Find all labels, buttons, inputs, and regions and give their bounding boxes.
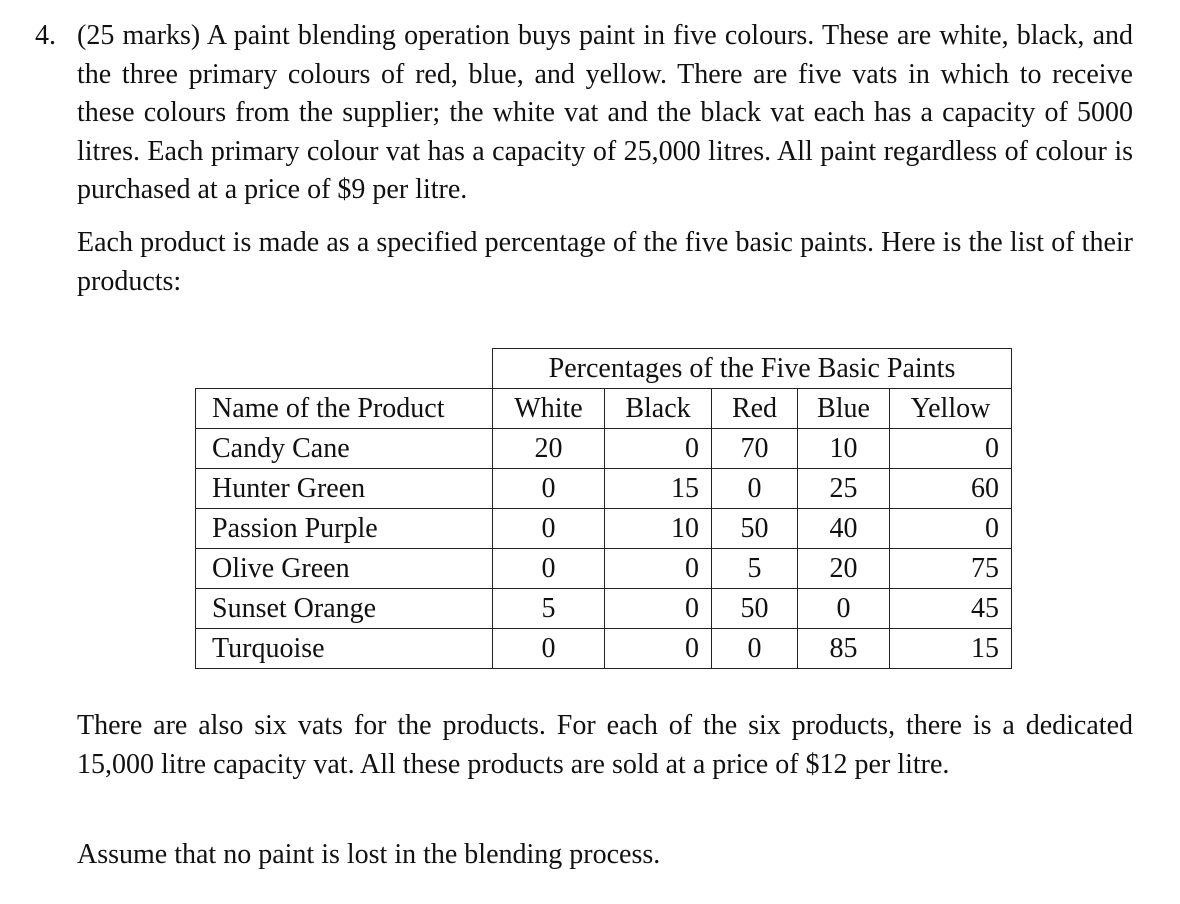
black-percent: 10 xyxy=(605,509,712,549)
blue-percent: 20 xyxy=(798,549,890,589)
table-group-header-row xyxy=(196,349,1012,389)
table-row xyxy=(196,509,1012,549)
red-percent: 5 xyxy=(712,549,798,589)
product-intro: Each product is made as a specified percentage of the five basic paints. Here is the list of their products: xyxy=(77,227,1133,297)
red-percent: 50 xyxy=(712,589,798,629)
red-percent: 50 xyxy=(712,509,798,549)
white-percent: 20 xyxy=(493,429,605,469)
column-header-name: Name of the Product xyxy=(196,389,493,429)
yellow-percent: 15 xyxy=(890,629,1012,669)
table-row xyxy=(196,629,1012,669)
blue-percent: 85 xyxy=(798,629,890,669)
white-percent: 0 xyxy=(493,469,605,509)
black-percent: 0 xyxy=(605,429,712,469)
yellow-percent: 0 xyxy=(890,429,1012,469)
table-row xyxy=(196,469,1012,509)
blue-percent: 0 xyxy=(798,589,890,629)
problem-number: 4. xyxy=(35,20,56,51)
yellow-percent: 0 xyxy=(890,509,1012,549)
column-header-yellow: Yellow xyxy=(890,389,1012,429)
product-name: Sunset Orange xyxy=(196,589,493,629)
yellow-percent: 45 xyxy=(890,589,1012,629)
column-header-black: Black xyxy=(605,389,712,429)
black-percent: 0 xyxy=(605,549,712,589)
table-column-header-row xyxy=(196,389,1012,429)
table-row xyxy=(196,429,1012,469)
red-percent: 0 xyxy=(712,629,798,669)
blue-percent: 40 xyxy=(798,509,890,549)
white-percent: 0 xyxy=(493,629,605,669)
product-name: Turquoise xyxy=(196,629,493,669)
product-name: Hunter Green xyxy=(196,469,493,509)
product-name: Passion Purple xyxy=(196,509,493,549)
assumption-text: Assume that no paint is lost in the blending process. xyxy=(77,839,661,870)
group-header: Percentages of the Five Basic Paints xyxy=(493,349,1012,389)
white-percent: 0 xyxy=(493,549,605,589)
product-table xyxy=(195,348,1012,669)
column-header-blue: Blue xyxy=(798,389,890,429)
white-percent: 0 xyxy=(493,509,605,549)
table-row xyxy=(196,549,1012,589)
column-header-white: White xyxy=(493,389,605,429)
problem-intro: (25 marks) A paint blending operation buys paint in five colours. These are white, black, and the three primary colours of red, blue, and yellow. There are five vats in which to receive these colours from the supplier; the white vat and the black vat each has a capacity of 5000 litres. Each primary colour vat has a capacity of 25,000 litres. All paint regardless of colour is purchased at a price of $9 per litre. xyxy=(77,20,1133,205)
yellow-percent: 60 xyxy=(890,469,1012,509)
table-row xyxy=(196,589,1012,629)
red-percent: 0 xyxy=(712,469,798,509)
product-vats-text: There are also six vats for the products. For each of the six products, there is a dedicated 15,000 litre capacity vat. All these products are sold at a price of $12 per litre. xyxy=(77,710,1133,780)
product-name: Olive Green xyxy=(196,549,493,589)
black-percent: 0 xyxy=(605,629,712,669)
column-header-red: Red xyxy=(712,389,798,429)
yellow-percent: 75 xyxy=(890,549,1012,589)
white-percent: 5 xyxy=(493,589,605,629)
red-percent: 70 xyxy=(712,429,798,469)
blue-percent: 25 xyxy=(798,469,890,509)
blue-percent: 10 xyxy=(798,429,890,469)
product-name: Candy Cane xyxy=(196,429,493,469)
black-percent: 15 xyxy=(605,469,712,509)
black-percent: 0 xyxy=(605,589,712,629)
